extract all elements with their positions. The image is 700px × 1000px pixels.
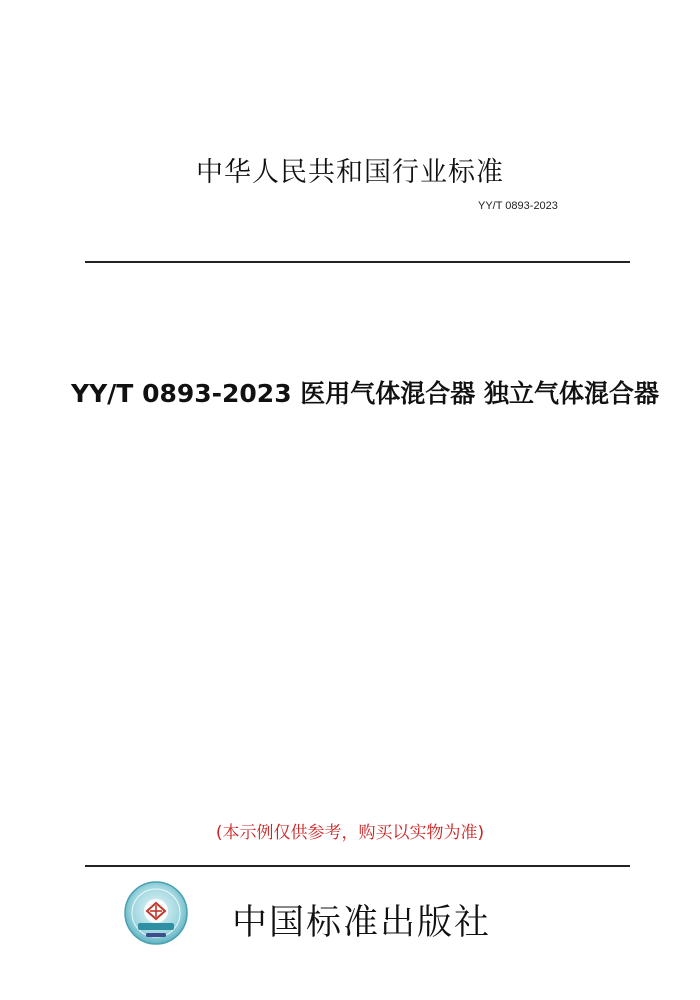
header-title: 中华人民共和国行业标准 bbox=[196, 157, 504, 188]
bottom-divider bbox=[85, 865, 630, 867]
top-divider bbox=[85, 261, 630, 263]
publisher-seal-icon bbox=[124, 881, 188, 945]
publisher-name: 中国标准出版社 bbox=[232, 903, 492, 943]
document-title: YY/T 0893-2023 医用气体混合器 独立气体混合器 bbox=[70, 379, 660, 408]
standard-number: YY/T 0893-2023 bbox=[478, 200, 558, 212]
sample-notice: (本示例仅供参考，购买以实物为准) bbox=[215, 823, 485, 843]
